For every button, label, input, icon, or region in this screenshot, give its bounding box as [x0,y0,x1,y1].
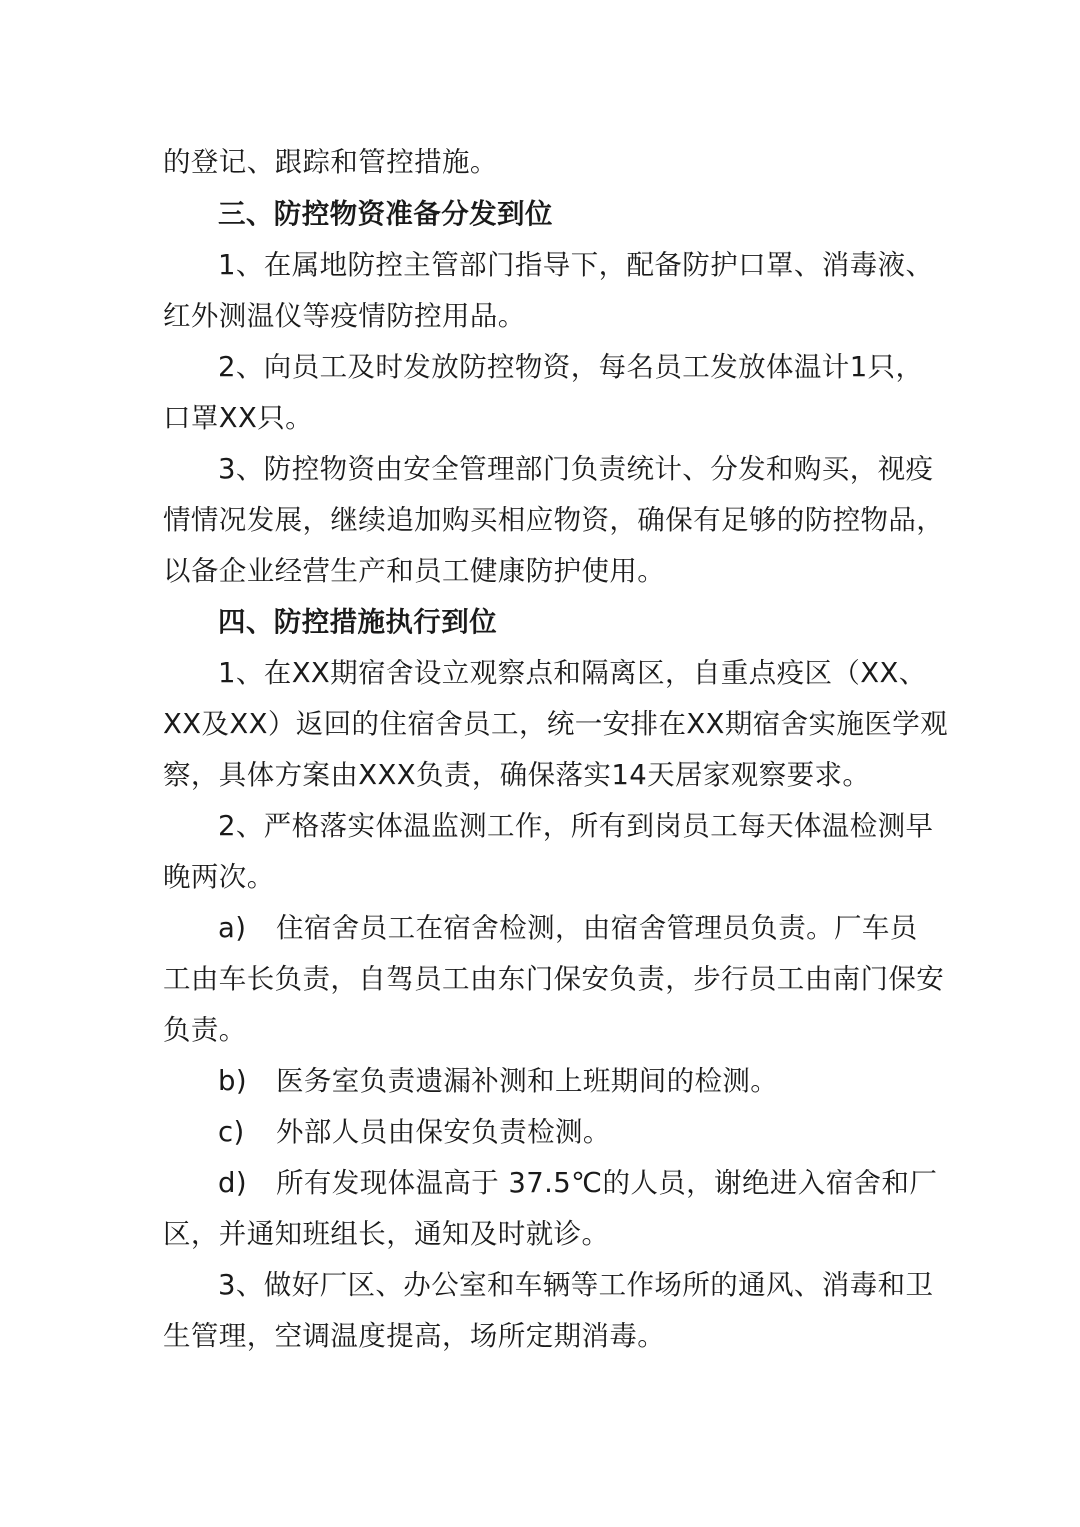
list-item-c [218,1114,611,1150]
paragraph-line: 2、严格落实体温监测工作，所有到岗员工每天体温检测早 [218,810,934,842]
list-text: 所有发现体温高于 37.5℃的人员，谢绝进入宿舍和厂 [276,1167,938,1199]
paragraph-line: 情情况发展，继续追加购买相应物资，确保有足够的防控物品， [163,504,945,536]
list-marker: a) [218,912,247,944]
paragraph-line: 2、向员工及时发放防控物资，每名员工发放体温计1只， [218,351,924,383]
paragraph-line: 工由车长负责，自驾员工由东门保安负责，步行员工由南门保安 [163,963,945,995]
list-marker: d) [218,1167,247,1199]
paragraph-line: 3、防控物资由安全管理部门负责统计、分发和购买，视疫 [218,453,934,485]
list-item-b [218,1063,778,1099]
paragraph-line: 口罩XX只。 [163,402,314,434]
list-item-a [218,910,918,946]
list-text: 医务室负责遗漏补测和上班期间的检测。 [276,1065,779,1097]
section-heading-4: 四、防控措施执行到位 [218,606,497,638]
list-item-d [218,1165,937,1201]
paragraph-line: 以备企业经营生产和员工健康防护使用。 [163,555,666,587]
paragraph-line: XX及XX）返回的住宿舍员工，统一安排在XX期宿舍实施医学观 [163,708,949,740]
section-heading-3: 三、防控物资准备分发到位 [218,198,553,230]
paragraph-line: 察，具体方案由XXX负责，确保落实14天居家观察要求。 [163,759,871,791]
paragraph-line: 1、在XX期宿舍设立观察点和隔离区，自重点疫区（XX、 [218,657,927,689]
paragraph-line: 3、做好厂区、办公室和车辆等工作场所的通风、消毒和卫 [218,1269,934,1301]
paragraph-line: 生管理，空调温度提高，场所定期消毒。 [163,1320,666,1352]
list-marker: b) [218,1065,247,1097]
list-marker: c) [218,1116,245,1148]
list-text: 外部人员由保安负责检测。 [276,1116,611,1148]
paragraph-line: 负责。 [163,1014,247,1046]
list-text: 住宿舍员工在宿舍检测，由宿舍管理员负责。厂车员 [276,912,918,944]
paragraph-line: 晚两次。 [163,861,275,893]
paragraph-line: 红外测温仪等疫情防控用品。 [163,300,526,332]
paragraph-line: 1、在属地防控主管部门指导下，配备防护口罩、消毒液、 [218,249,934,281]
paragraph-line: 的登记、跟踪和管控措施。 [163,146,498,178]
paragraph-line: 区，并通知班组长，通知及时就诊。 [163,1218,610,1250]
